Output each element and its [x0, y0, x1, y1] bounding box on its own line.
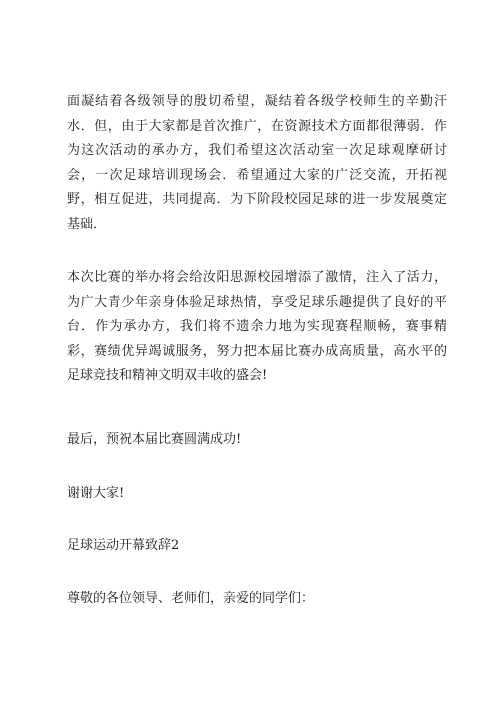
text-line: 为这次活动的承办方，我们希望这次活动室一次足球观摩研讨 [67, 143, 447, 158]
text-line: 彩，赛绩优异竭诚服务，努力把本届比赛办成高质量，高水平的 [67, 343, 447, 359]
text-line: 足球竞技和精神文明双丰收的盛会! [67, 368, 268, 383]
paragraph-wish [67, 428, 447, 453]
text-line: 面凝结着各级领导的殷切希望，凝结着各级学校师生的辛勤汗 [67, 94, 447, 109]
text-line: 本次比赛的举办将会给汝阳思源校园增添了激情，注入了活力， [67, 270, 447, 285]
text-line: 最后，预祝本届比赛圆满成功! [67, 432, 242, 447]
text-line: 为广大青少年亲身体验足球热情，享受足球乐趣提供了良好的平 [67, 294, 447, 310]
text-line: 会，一次足球培训现场会．希望通过大家的广泛交流，开拓视 [67, 167, 447, 183]
text-line: 野，相互促进，共同提高．为下阶段校园足球的进一步发展奠定 [67, 192, 447, 207]
section-heading [67, 534, 447, 559]
text-line: 谢谢大家! [67, 486, 125, 501]
paragraph-intro-continuation [67, 90, 447, 237]
salutation [67, 587, 447, 612]
text-line: 台．作为承办方，我们将不遗余力地为实现赛程顺畅，赛事精 [67, 319, 447, 334]
text-line: 足球运动开幕致辞2 [67, 538, 180, 553]
text-line: 尊敬的各位领导、老师们，亲爱的同学们： [67, 591, 315, 606]
paragraph-event-significance [67, 266, 447, 389]
text-line: 水．但，由于大家都是首次推广，在资源技术方面都很薄弱．作 [67, 118, 447, 134]
text-line: 基础． [67, 216, 107, 232]
paragraph-thanks [67, 482, 447, 507]
